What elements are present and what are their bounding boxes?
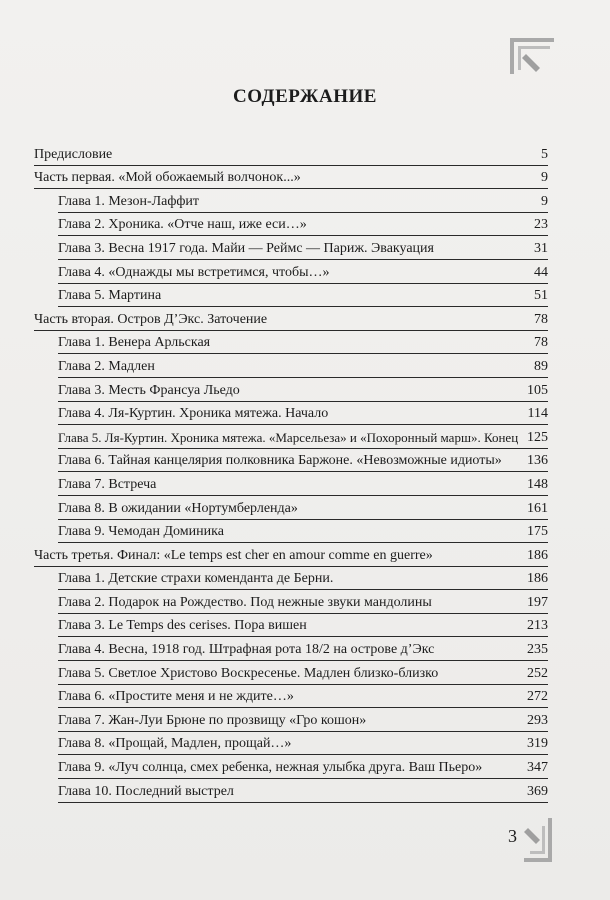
toc-entry-page: 272 bbox=[527, 689, 548, 705]
toc-entry-label: Глава 9. «Луч солнца, смех ребенка, нежная улыбка друга. Ваш Пьеро» bbox=[58, 760, 483, 776]
toc-entry-page: 51 bbox=[534, 288, 548, 304]
toc-entry-page: 125 bbox=[527, 429, 548, 445]
toc-chapter-entry bbox=[58, 708, 548, 732]
toc-entry-page: 213 bbox=[527, 618, 548, 634]
toc-entry-label: Глава 6. «Простите меня и не ждите…» bbox=[58, 689, 294, 705]
toc-entry-page: 186 bbox=[527, 571, 548, 587]
toc-entry-page: 148 bbox=[527, 476, 548, 492]
toc-entry-page: 9 bbox=[541, 170, 548, 186]
toc-chapter-entry bbox=[58, 590, 548, 614]
toc-chapter-entry bbox=[58, 425, 548, 449]
toc-chapter-entry bbox=[58, 236, 548, 260]
toc-entry-page: 9 bbox=[541, 193, 548, 209]
toc-entry-page: 5 bbox=[541, 146, 548, 162]
toc-chapter-entry bbox=[58, 685, 548, 709]
corner-ornament-top-icon bbox=[510, 38, 554, 74]
toc-part-entry bbox=[34, 307, 548, 331]
toc-entry-page: 161 bbox=[527, 500, 548, 516]
toc-entry-label: Глава 1. Детские страхи коменданта де Берни. bbox=[58, 571, 334, 587]
toc-entry-label: Глава 8. «Прощай, Мадлен, прощай…» bbox=[58, 736, 292, 752]
toc-chapter-entry bbox=[58, 567, 548, 591]
toc-entry-page: 186 bbox=[527, 547, 548, 563]
toc-entry-label: Глава 6. Тайная канцелярия полковника Баржоне. «Невозможные идиоты» bbox=[58, 453, 502, 469]
toc-chapter-entry bbox=[58, 472, 548, 496]
toc-chapter-entry bbox=[58, 284, 548, 308]
toc-chapter-entry bbox=[58, 354, 548, 378]
toc-chapter-entry bbox=[58, 378, 548, 402]
toc-entry-label: Глава 1. Венера Арльская bbox=[58, 335, 211, 351]
toc-entry-label: Глава 4. Весна, 1918 год. Штрафная рота 18/2 на острове д’Экс bbox=[58, 642, 435, 658]
toc-entry-page: 44 bbox=[534, 264, 548, 280]
toc-entry-label: Глава 4. Ля-Куртин. Хроника мятежа. Начало bbox=[58, 406, 329, 422]
toc-entry-label: Глава 8. В ожидании «Нортумберленда» bbox=[58, 500, 298, 516]
toc-entry-page: 197 bbox=[527, 594, 548, 610]
toc-chapter-entry bbox=[58, 614, 548, 638]
toc-entry-label: Часть вторая. Остров Д’Экс. Заточение bbox=[34, 311, 268, 327]
toc-entry-page: 23 bbox=[534, 217, 548, 233]
toc-chapter-entry bbox=[58, 779, 548, 803]
page-title: СОДЕРЖАНИЕ bbox=[233, 86, 377, 107]
toc-entry-label: Глава 2. Хроника. «Отче наш, иже еси…» bbox=[58, 217, 307, 233]
toc-chapter-entry bbox=[58, 449, 548, 473]
toc-chapter-entry bbox=[58, 189, 548, 213]
toc-entry-label: Глава 5. Светлое Христово Воскресенье. Мадлен близко-близко bbox=[58, 665, 439, 681]
toc-part-entry bbox=[34, 142, 548, 166]
toc-entry-label: Глава 5. Мартина bbox=[58, 288, 162, 304]
toc-entry-page: 114 bbox=[527, 406, 548, 422]
toc-entry-label: Глава 2. Подарок на Рождество. Под нежные звуки мандолины bbox=[58, 594, 432, 610]
toc-entry-label: Глава 10. Последний выстрел bbox=[58, 783, 234, 799]
toc-entry-page: 369 bbox=[527, 783, 548, 799]
toc-entry-page: 293 bbox=[527, 712, 548, 728]
toc-chapter-entry bbox=[58, 496, 548, 520]
toc-entry-page: 175 bbox=[527, 524, 548, 540]
toc-entry-label: Предисловие bbox=[34, 146, 113, 162]
table-of-contents bbox=[34, 142, 548, 803]
toc-chapter-entry bbox=[58, 331, 548, 355]
toc-chapter-entry bbox=[58, 661, 548, 685]
toc-entry-label: Глава 7. Встреча bbox=[58, 476, 157, 492]
toc-entry-page: 78 bbox=[534, 311, 548, 327]
toc-entry-label: Часть третья. Финал: «Le temps est cher en amour comme en guerre» bbox=[34, 547, 433, 563]
toc-entry-label: Глава 3. Весна 1917 года. Майи — Реймс — Париж. Эвакуация bbox=[58, 240, 434, 256]
toc-entry-label: Глава 3. Le Temps des cerises. Пора вишен bbox=[58, 618, 307, 634]
toc-chapter-entry bbox=[58, 213, 548, 237]
toc-chapter-entry bbox=[58, 755, 548, 779]
toc-entry-label: Глава 4. «Однажды мы встретимся, чтобы…» bbox=[58, 264, 330, 280]
toc-entry-label: Глава 3. Месть Франсуа Льедо bbox=[58, 382, 240, 398]
toc-entry-page: 347 bbox=[527, 760, 548, 776]
toc-entry-page: 105 bbox=[527, 382, 548, 398]
toc-entry-label: Глава 5. Ля-Куртин. Хроника мятежа. «Марсельеза» и «Похоронный марш». Конец bbox=[58, 429, 519, 445]
toc-part-entry bbox=[34, 543, 548, 567]
toc-chapter-entry bbox=[58, 637, 548, 661]
toc-entry-label: Глава 9. Чемодан Доминика bbox=[58, 524, 224, 540]
toc-chapter-entry bbox=[58, 520, 548, 544]
toc-entry-page: 31 bbox=[534, 240, 548, 256]
toc-entry-page: 78 bbox=[534, 335, 548, 351]
toc-entry-label: Глава 7. Жан-Луи Брюне по прозвищу «Гро кошон» bbox=[58, 712, 367, 728]
toc-chapter-entry bbox=[58, 260, 548, 284]
corner-ornament-bottom-icon bbox=[524, 818, 552, 862]
page-number: 3 bbox=[508, 826, 517, 846]
toc-chapter-entry bbox=[58, 732, 548, 756]
toc-chapter-entry bbox=[58, 402, 548, 426]
toc-entry-label: Глава 2. Мадлен bbox=[58, 358, 155, 374]
toc-entry-page: 235 bbox=[527, 642, 548, 658]
toc-part-entry bbox=[34, 166, 548, 190]
toc-entry-page: 252 bbox=[527, 665, 548, 681]
toc-entry-label: Глава 1. Мезон-Лаффит bbox=[58, 193, 200, 209]
toc-entry-label: Часть первая. «Мой обожаемый волчонок...» bbox=[34, 170, 301, 186]
toc-entry-page: 136 bbox=[527, 453, 548, 469]
toc-entry-page: 319 bbox=[527, 736, 548, 752]
toc-entry-page: 89 bbox=[534, 358, 548, 374]
